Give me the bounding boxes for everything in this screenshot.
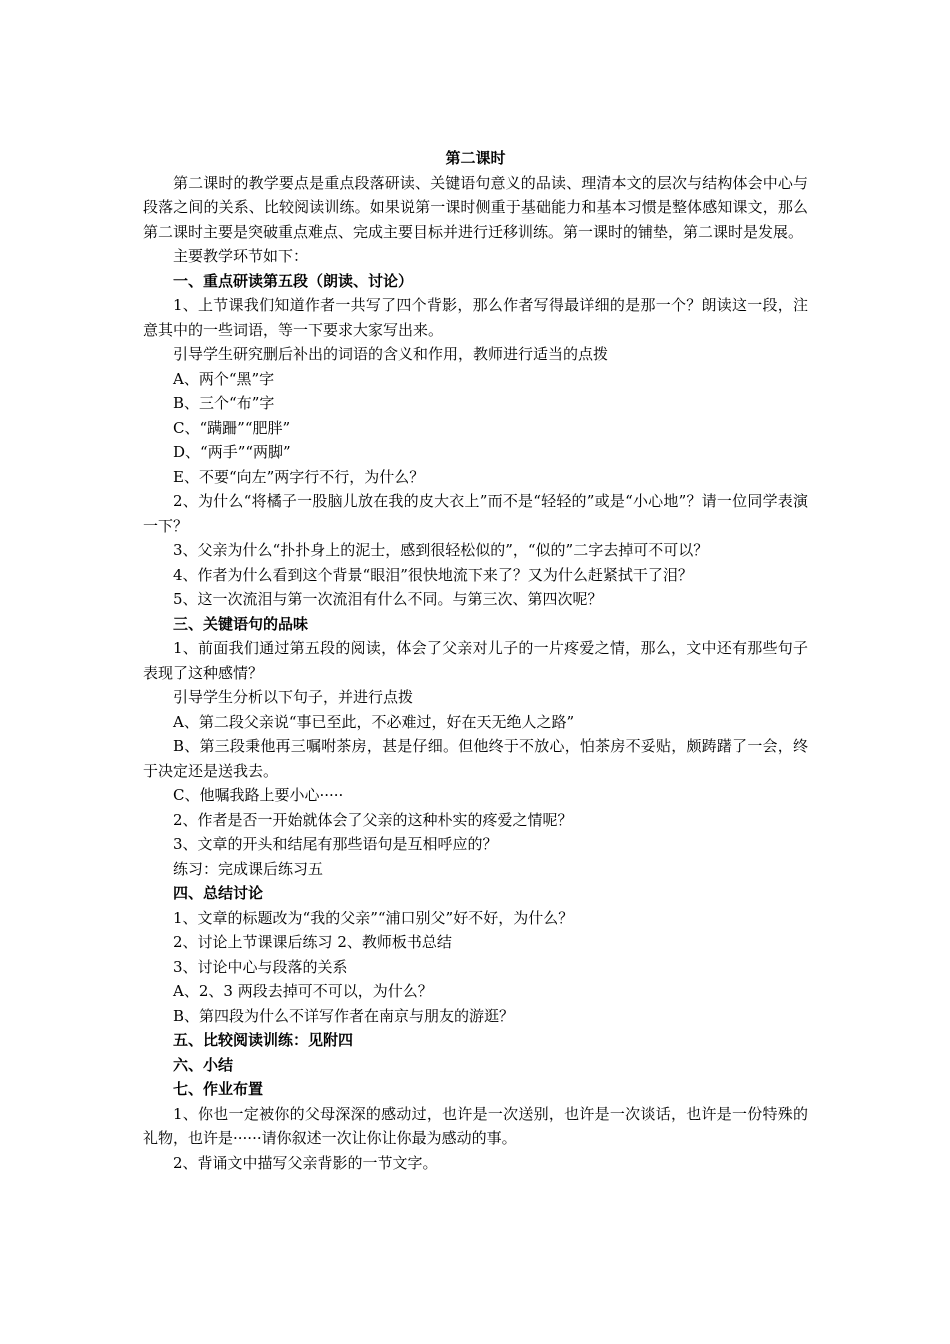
section-1-item-a: A、两个“黑”字 <box>173 369 275 388</box>
section-1-heading: 一、重点研读第五段（朗读、讨论） <box>173 271 414 290</box>
section-3-exercise: 练习：完成课后练习五 <box>173 859 324 878</box>
section-3-item-c: C、他嘱我路上要小心····· <box>173 786 344 804</box>
section-1-question-5: 5、这一次流泪与第一次流泪有什么不同。与第三次、第四次呢？ <box>173 590 603 608</box>
lesson-title: 第二课时 <box>445 149 506 167</box>
main-steps-label: 主要教学环节如下： <box>173 247 309 265</box>
section-1-item-b: B、三个“布”字 <box>173 394 275 412</box>
section-1-question-2: 2、为什么“将橘子一股脑儿放在我的皮大衣上”而不是“轻轻的”或是“小心地”？请一位同学表演一下？ <box>143 492 808 535</box>
section-5-heading: 五、比较阅读训练：见附四 <box>173 1031 354 1049</box>
section-1-guide: 引导学生研究删后补出的词语的含义和作用，教师进行适当的点拨 <box>173 345 609 363</box>
section-3-question-1: 1、前面我们通过第五段的阅读，体会了父亲对儿子的一片疼爱之情，那么，文中还有那些句子表现了这种感情？ <box>143 639 808 682</box>
section-3-item-a: A、第二段父亲说“事已至此，不必难过，好在天无绝人之路” <box>173 712 575 731</box>
section-3-heading: 三、关键语句的品味 <box>173 614 309 633</box>
section-1-item-c: C、“蹒跚”“肥胖” <box>173 418 291 437</box>
section-3-question-3: 3、文章的开头和结尾有那些语句是互相呼应的？ <box>173 835 498 853</box>
section-1-item-d: D、“两手”“两脚” <box>173 443 291 461</box>
section-4-heading: 四、总结讨论 <box>173 884 264 902</box>
intro-paragraph: 第二课时的教学要点是重点段落研读、关键语句意义的品读、理清本文的层次与结构体会中心与段落之间的关系、比较阅读训练。如果说第一课时侧重于基础能力和基本习惯是整体感知课文，那么第二课时主要是突破重点难点、完成主要目标并进行迁移训练。第一课时的铺垫，第二课时是发展。 <box>143 173 808 241</box>
section-1-question-1: 1、上节课我们知道作者一共写了四个背影，那么作者写得最详细的是那一个？朗读这一段，注意其中的一些词语，等一下要求大家写出来。 <box>143 296 808 339</box>
section-3-item-b: B、第三段秉他再三嘱咐茶房，甚是仔细。但他终于不放心，怕茶房不妥贴，颇踌躇了一会，终于决定还是送我去。 <box>143 737 808 780</box>
section-7-heading: 七、作业布置 <box>173 1080 264 1098</box>
section-7-question-2: 2、背诵文中描写父亲背影的一节文字。 <box>173 1153 438 1172</box>
section-4-question-2: 2、讨论上节课课后练习 2、教师板书总结 <box>173 933 452 951</box>
section-1-question-3: 3、父亲为什么“扑扑身上的泥士，感到很轻松似的”，“似的”二字去掉可不可以？ <box>173 541 709 559</box>
section-4-question-3: 3、讨论中心与段落的关系 <box>173 957 348 976</box>
section-3-question-2: 2、作者是否一开始就体会了父亲的这种朴实的疼爱之情呢？ <box>173 810 573 829</box>
section-7-question-1: 1、你也一定被你的父母深深的感动过，也许是一次送别，也许是一次谈话，也许是一份特殊的礼物，也许是······请你叙述一次让你让你最为感动的事。 <box>143 1104 808 1147</box>
section-4-item-a: A、2、3 两段去掉可不可以，为什么？ <box>173 982 433 1000</box>
section-4-item-b: B、第四段为什么不详写作者在南京与朋友的游逛？ <box>173 1006 515 1025</box>
section-4-question-1: 1、文章的标题改为“我的父亲”“浦口别父”好不好，为什么？ <box>173 908 574 927</box>
section-1-item-e: E、不要“向左”两字行不行，为什么？ <box>173 467 425 486</box>
section-3-guide: 引导学生分析以下句子，并进行点拨 <box>173 688 414 706</box>
document-page <box>143 146 808 1175</box>
section-1-question-4: 4、作者为什么看到这个背景“眼泪”很快地流下来了？又为什么赶紧拭干了泪？ <box>173 565 693 584</box>
section-6-heading: 六、小结 <box>173 1055 234 1074</box>
